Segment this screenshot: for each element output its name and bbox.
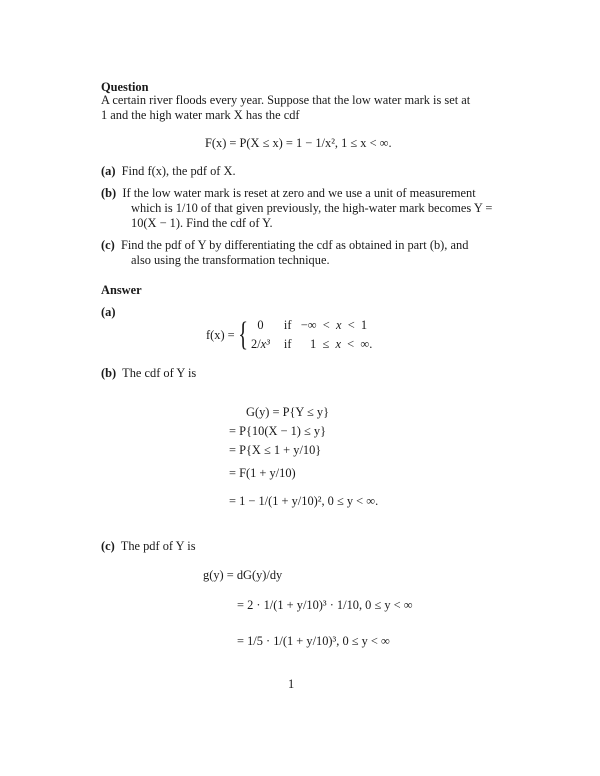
cdf-equation: F(x) = P(X ≤ x) = 1 − 1/x², 1 ≤ x < ∞.	[205, 136, 392, 150]
question-intro-line1: A certain river floods every year. Suppose that the low water mark is set at	[101, 93, 471, 107]
pdf-piecewise	[206, 318, 372, 352]
question-part-b-line1: (b) If the low water mark is reset at zero and we use a unit of measurement	[101, 186, 476, 200]
question-part-c-line2: also using the transformation technique.	[131, 253, 330, 267]
left-brace-icon: {	[237, 316, 248, 353]
cdf-derivation-line-1: G(y) = P{Y ≤ y}	[246, 405, 330, 419]
question-part-b-line3: 10(X − 1). Find the cdf of Y.	[131, 216, 273, 230]
question-intro-line2: 1 and the high water mark X has the cdf	[101, 108, 300, 122]
question-part-b-line2: which is 1/10 of that given previously, the high-water mark becomes Y =	[131, 201, 493, 215]
answer-part-b-intro: (b) The cdf of Y is	[101, 366, 197, 380]
cdf-derivation-line-2: = P{10(X − 1) ≤ y}	[229, 424, 327, 438]
question-part-a-text: Find f(x), the pdf of X.	[121, 164, 236, 178]
case2-value: 2/x³	[251, 337, 270, 351]
answer-part-a-label: (a)	[101, 305, 116, 319]
pdf-cases	[251, 318, 372, 352]
case1-condition: if −∞ < x < 1	[283, 318, 368, 332]
pdf-derivation-line-2: = 2 · 1/(1 + y/10)³ · 1/10, 0 ≤ y < ∞	[237, 598, 413, 612]
case1-value: 0	[257, 318, 264, 332]
question-heading: Question	[101, 80, 149, 94]
cdf-derivation-line-4: = F(1 + y/10)	[229, 466, 296, 480]
case2-condition: if 1 ≤ x < ∞.	[283, 337, 373, 351]
question-part-c-line1: (c) Find the pdf of Y by differentiating the cdf as obtained in part (b), and	[101, 238, 469, 252]
pdf-derivation-line-1: g(y) = dG(y)/dy	[203, 568, 283, 582]
pdf-lhs: f(x) =	[206, 327, 235, 342]
cdf-derivation-line-5: = 1 − 1/(1 + y/10)², 0 ≤ y < ∞.	[229, 494, 379, 508]
page-number: 1	[288, 677, 295, 691]
cdf-derivation-line-3: = P{X ≤ 1 + y/10}	[229, 443, 322, 457]
pdf-derivation-line-3: = 1/5 · 1/(1 + y/10)³, 0 ≤ y < ∞	[237, 634, 390, 648]
answer-part-c-intro: (c) The pdf of Y is	[101, 539, 196, 553]
question-part-a: (a) Find f(x), the pdf of X.	[101, 164, 236, 178]
answer-heading: Answer	[101, 283, 142, 297]
